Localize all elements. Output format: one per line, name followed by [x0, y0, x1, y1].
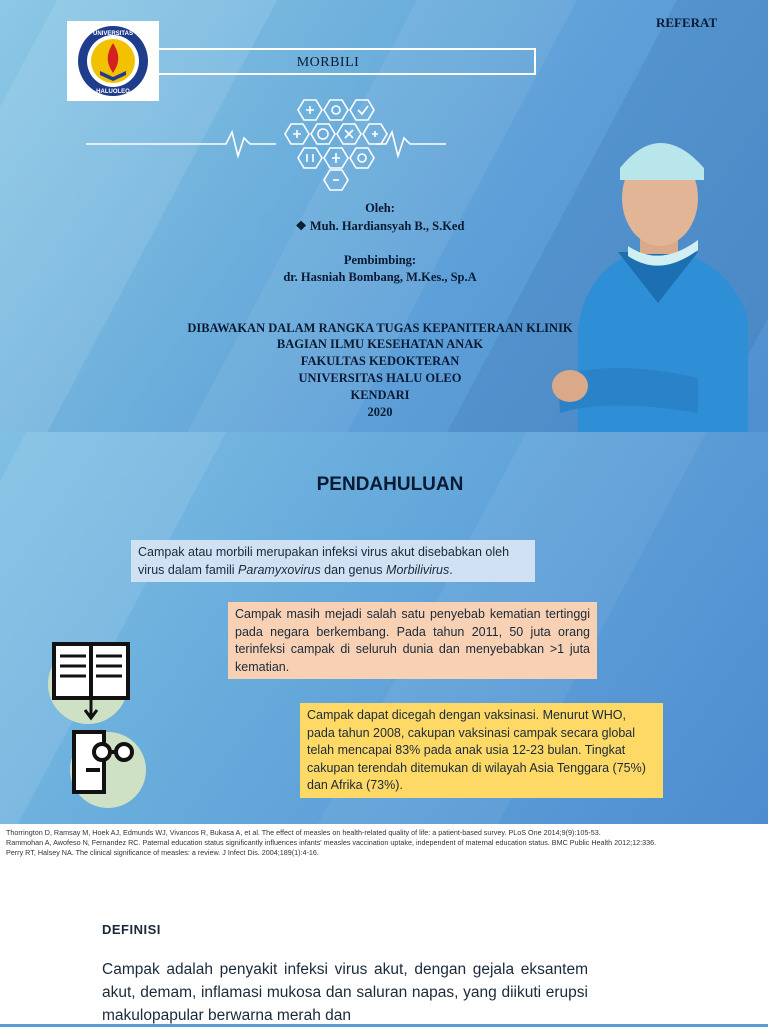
- box-text-italic: Morbilivirus: [386, 562, 450, 577]
- info-line: KENDARI: [350, 388, 410, 402]
- medical-hexagon-icons: [86, 92, 446, 192]
- referat-badge: REFERAT: [656, 15, 718, 30]
- info-line: DIBAWAKAN DALAM RANGKA TUGAS KEPANITERAAN KLINIK: [187, 321, 573, 335]
- logo-lettering: UNIVERSITAS: [93, 31, 133, 37]
- logo-lettering: HALUOLEO: [96, 89, 130, 95]
- box-text-italic: Paramyxovirus: [238, 562, 321, 577]
- reference-line: Perry RT, Halsey NA. The clinical significance of measles: a review. J Infect Dis. 2004;189(1):4-16.: [6, 848, 319, 857]
- heartbeat-line: [86, 132, 276, 156]
- box-text: Campak atau morbili merupakan infeksi virus akut disebabkan oleh virus dalam famili: [138, 545, 510, 577]
- info-line: BAGIAN ILMU KESEHATAN ANAK: [276, 337, 484, 351]
- info-line: 2020: [367, 405, 393, 419]
- slide-title-text: MORBILI: [296, 55, 360, 70]
- info-line: FAKULTAS KEDOKTERAN: [300, 354, 460, 368]
- university-logo: [67, 21, 159, 101]
- section-heading-pendahuluan: PENDAHULUAN: [316, 474, 464, 495]
- info-box-mortality: Campak masih mejadi salah satu penyebab kematian tertinggi pada negara berkembang. Pada tahun 2011, 50 juta orang terinfeksi campak di seluruh dunia dan menyebabkan >1 juta kematian.: [228, 602, 597, 679]
- reference-line: Thorrington D, Ramsay M, Hoek AJ, Edmunds WJ, Vivancos R, Bukasa A, et al. The effect of measles on health-related quality of life: a patient-based survey. PLoS One 2014;9(9):105-53.: [6, 828, 601, 837]
- slide-title: [0, 0, 768, 432]
- book-icon: [54, 644, 128, 698]
- learning-illustration: [46, 636, 156, 808]
- references-strip: [0, 824, 768, 884]
- info-line: UNIVERSITAS HALU OLEO: [298, 371, 462, 385]
- author-label: Oleh:: [365, 201, 395, 215]
- supervisor-name: dr. Hasniah Bombang, M.Kes., Sp.A: [283, 270, 477, 284]
- info-box-definition: [131, 540, 535, 582]
- author-name: ❖ Muh. Hardiansyah B., S.Ked: [295, 219, 465, 233]
- box-text: dan genus: [320, 562, 387, 577]
- definition-paragraph: Campak adalah penyakit infeksi virus akut, dengan gejala eksantem akut, demam, inflamasi mukosa dan saluran napas, yang diikuti erupsi makulopapular berwarna merah dan: [102, 961, 588, 1024]
- box-text: .: [449, 562, 453, 577]
- reference-line: Rammohan A, Awofeso N, Fernandez RC. Paternal education status significantly influences infants' measles vaccination uptake, independent of maternal education status. BMC Public Health 2012;12:336.: [6, 838, 657, 847]
- supervisor-label: Pembimbing:: [343, 253, 417, 267]
- section-heading-definisi: DEFINISI: [102, 922, 161, 937]
- info-box-vaccination: Campak dapat dicegah dengan vaksinasi. Menurut WHO, pada tahun 2008, cakupan vaksinasi campak secara global telah mencapai 83% pada anak usia 12-23 bulan. Tingkat cakupan terendah ditemukan di wilayah Asia Tenggara (75%) dan Afrika (73%).: [300, 703, 663, 798]
- logo-frame: [67, 21, 159, 101]
- doctor-photo: [548, 128, 760, 432]
